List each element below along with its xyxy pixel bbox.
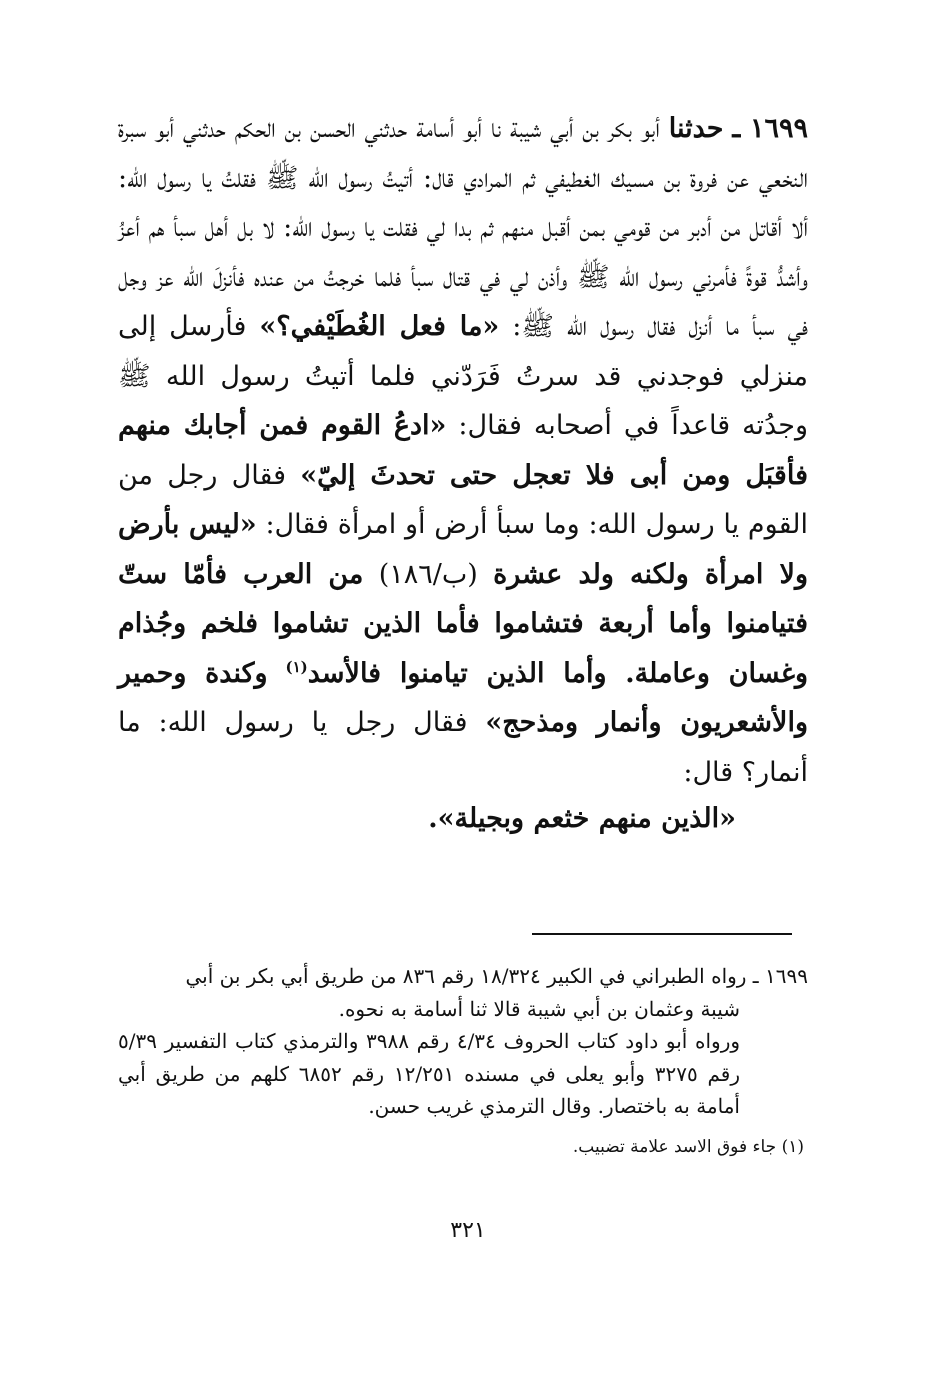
footnotes-section (118, 960, 808, 1163)
takhrij-line-1-continuation: شيبة وعثمان بن أبي شيبة قالا ثنا أسامة به نحوه. (338, 996, 740, 1021)
takhrij-line-1: ١٦٩٩ ـ رواه الطبراني في الكبير ١٨/٣٢٤ رقم ٨٣٦ من طريق أبي بكر بن أبي (185, 964, 808, 988)
hadith-text-3: فقال رجل من القوم يا رسول الله: وما سبأ أرض أو امرأة فقال: (118, 459, 808, 540)
footnote-reference: (١) (285, 657, 308, 676)
hadith-quote-3: «ليس بأرض ولا امرأة ولكنه ولد عشرة (118, 509, 808, 590)
hadith-lead-word: حدثنا (668, 113, 724, 144)
hadith-quote-2: «ادعُ القوم فمن أجابك منهم فأقبَل ومن أبى فلا تعجل حتى تحدثَ إليّ» (118, 410, 808, 491)
hadith-paragraph (118, 104, 808, 797)
footnote-1: (١) جاء فوق الاسد علامة تضبيب. (572, 1136, 804, 1157)
hadith-text-1: أبو بكر بن أبي شيبة نا أبو أسامة حدثني الحسن بن الحكم حدثني أبو سبرة النخعي عن فروة بن مسيك الغطيفي ثم المرادي قال: أتيتُ رسول الله ﷺ فقلتُ يا رسول الله: ألا أقاتل من أدبر من قومي بمن أقبل منهم ثم بدا لي فقلت يا رسول الله: لا بل أهل سبأ هم أعزُ وأشدُّ قوةً فأمرني رسول الله ﷺ وأذن لي في قتال سبأ فلما خرجتُ من عنده فأنزلَ الله عز وجل في سبأ ما أنزل فقال رسول الله ﷺ: (118, 113, 808, 342)
takhrij-paragraph-2: ورواه أبو داود كتاب الحروف ٤/٣٤ رقم ٣٩٨٨ والترمذي كتاب التفسير ٥/٣٩ رقم ٣٢٧٥ وأبو يعلى في مسنده ١٢/٢٥١ رقم ٦٨٥٢ كلهم من طريق أبي أمامة به باختصار. وقال الترمذي غريب حسن. (118, 1029, 741, 1118)
hadith-final-quote: «الذين منهم خثعم وبجيلة». (428, 803, 736, 834)
folio-marker: (ب/١٨٦) (378, 558, 478, 590)
hadith-quote-1: «ما فعل الغُطَيْفي؟» (259, 311, 500, 342)
hadith-quote-4: من العرب فأمّا ستّ فتيامنوا وأما أربعة فتشاموا فأما الذين تشاموا فلخم وجُذام وغسان وعاملة. وأما الذين تيامنوا فالأسد (118, 558, 808, 689)
hadith-text-2: فأرسل إلى منزلي فوجدني قد سرتُ فَرَدّني فلما أتيتُ رسول الله ﷺ وجدُته قاعداً في أصحابه فقال: (118, 311, 808, 441)
hadith-final-line (428, 794, 736, 843)
footnote-divider (532, 933, 792, 935)
hadith-text-4: فقال رجل يا رسول الله: ما أنمار؟ قال: (118, 707, 808, 788)
hadith-body (118, 104, 808, 797)
page-number: ٣٢١ (450, 1218, 486, 1243)
hadith-number: ١٦٩٩ ـ (732, 113, 808, 144)
hadith-quote-5: وكندة وحمير والأشعريون وأنمار ومذحج» (118, 657, 808, 738)
